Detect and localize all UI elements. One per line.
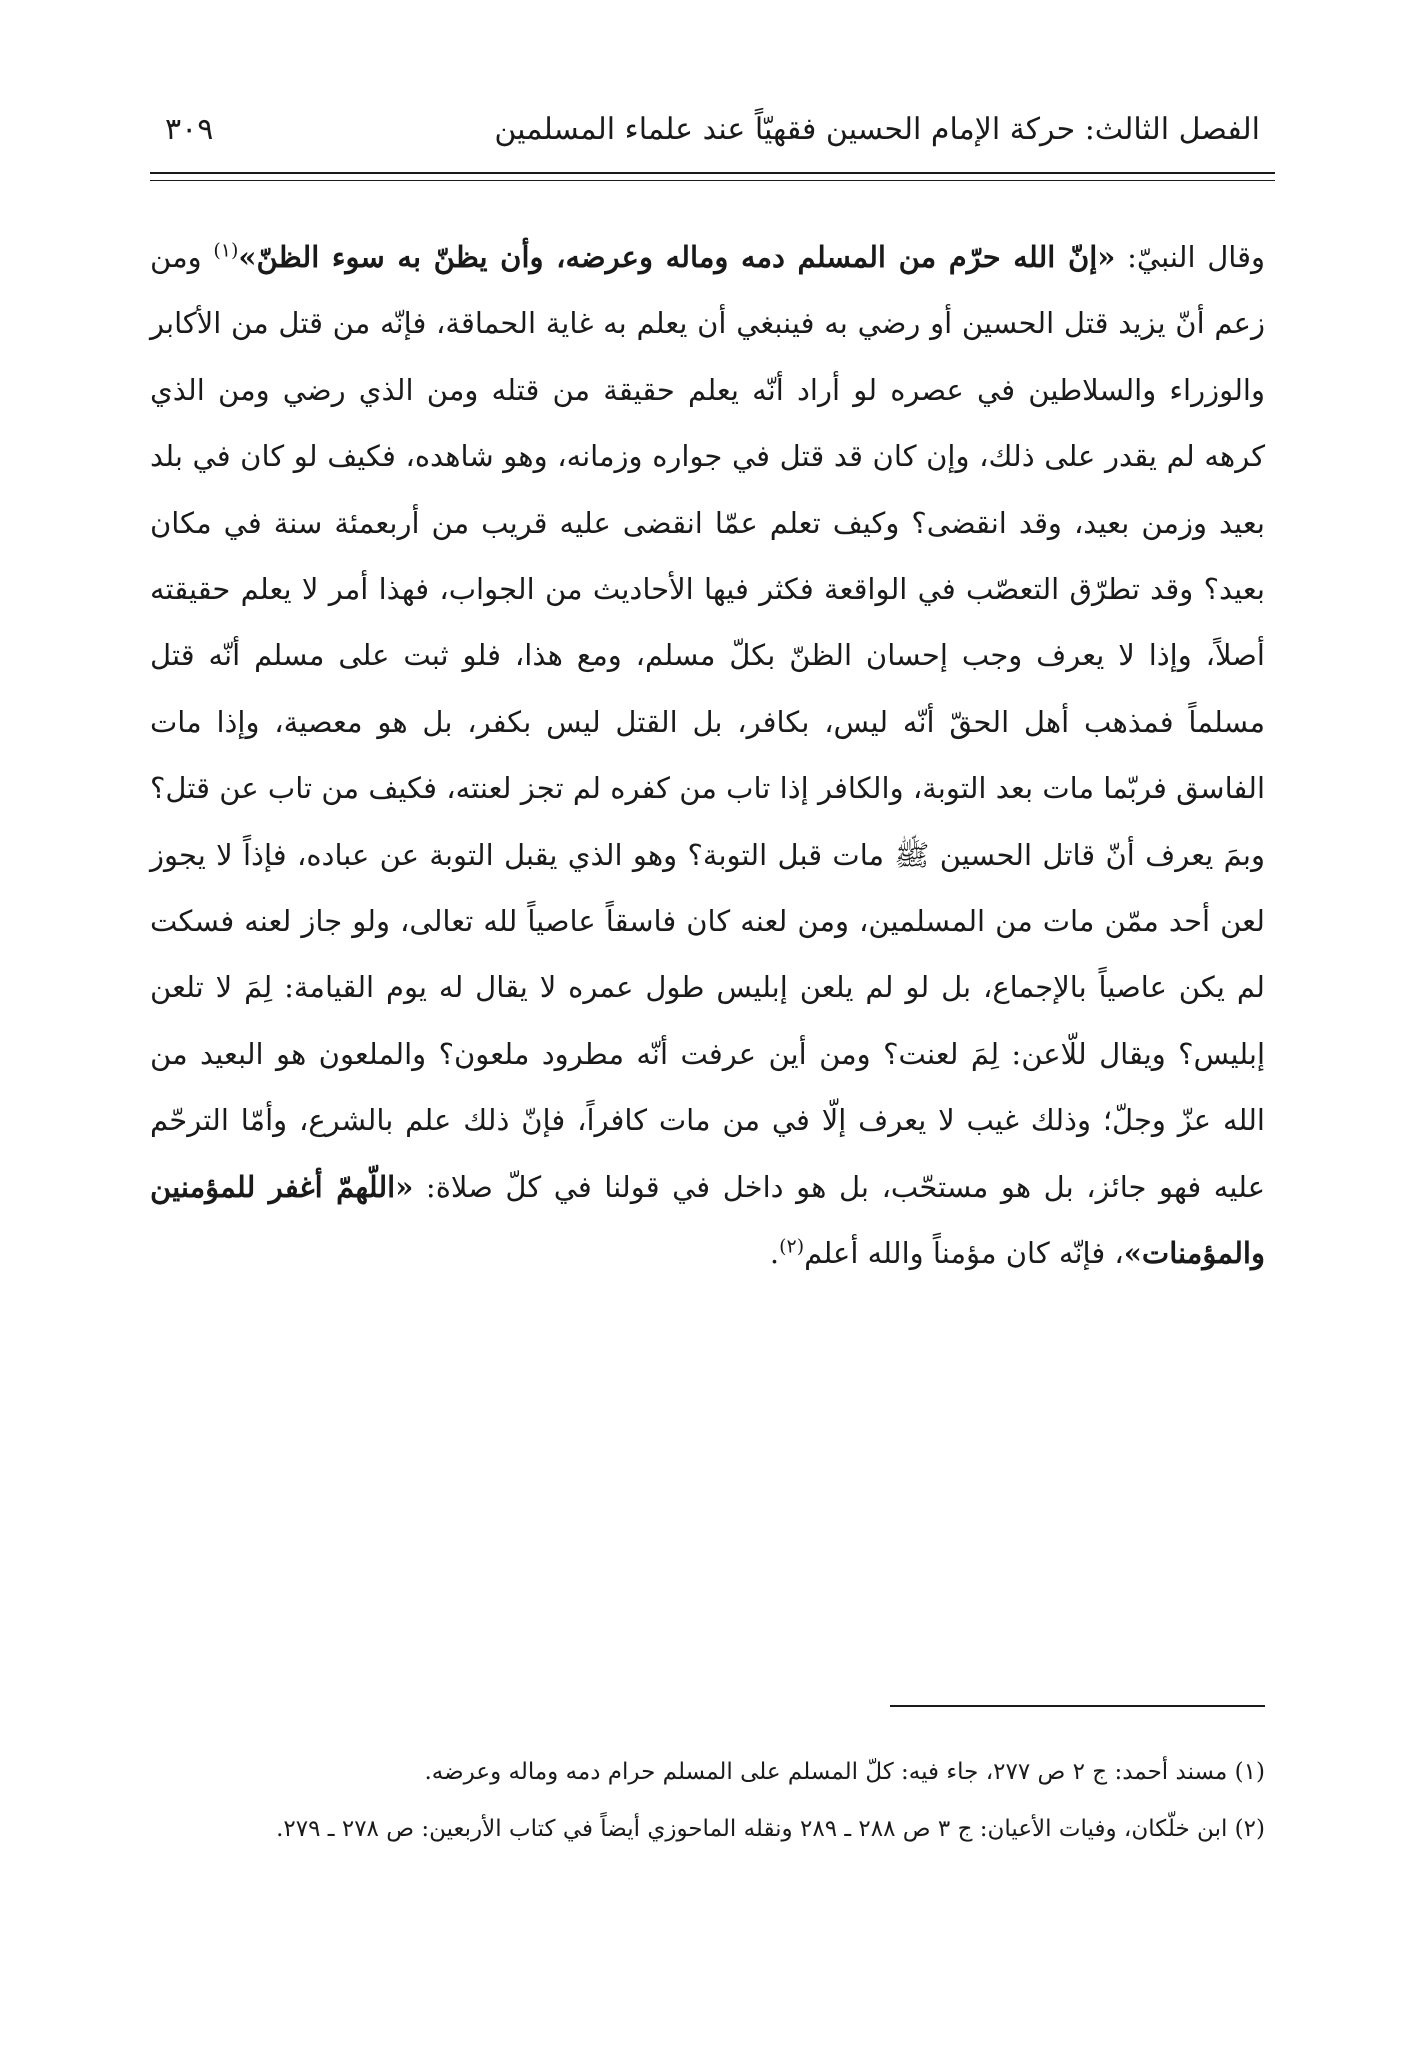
- text-segment-2: ومن زعم أنّ يزيد قتل الحسين أو رضي به فينبغي أن يعلم به غاية الحماقة، فإنّه من قتل من الأكابر والوزراء والسلاطين في عصره لو أراد أنّه يعلم حقيقة من قتله ومن الذي رضي ومن الذي كرهه لم يقدر على ذلك، وإن كان قد قتل في جواره وزمانه، وهو شاهده، فكيف لو كان في بلد بعيد وزمن بعيد، وقد انقضى؟ وكيف تعلم عمّا انقضى عليه قريب من أربعمئة سنة في مكان بعيد؟ وقد تطرّق التعصّب في الواقعة فكثر فيها الأحاديث من الجواب، فهذا أمر لا يعلم حقيقته أصلاً، وإذا لا يعرف وجب إحسان الظنّ بكلّ مسلم، ومع هذا، فلو ثبت على مسلم أنّه قتل مسلماً فمذهب أهل الحقّ أنّه ليس، بكافر، بل القتل ليس بكفر، بل هو معصية، وإذا مات الفاسق فربّما مات بعد التوبة، والكافر إذا تاب من كفره لم تجز لعنته، فكيف من تاب عن قتل؟ وبمَ يعرف أنّ قاتل الحسين ﷺ مات قبل التوبة؟ وهو الذي يقبل التوبة عن عباده، فإذاً لا يجوز لعن أحد ممّن مات من المسلمين، ومن لعنه كان فاسقاً عاصياً لله تعالى، ولو جاز لعنه فسكت لم يكن عاصياً بالإجماع، بل لو لم يلعن إبليس طول عمره لا يقال له يوم القيامة: لِمَ لا تلعن إبليس؟ ويقال للّاعن: لِمَ لعنت؟ ومن أين عرفت أنّه مطرود ملعون؟ والملعون هو البعيد من الله عزّ وجلّ؛ وذلك غيب لا يعرف إلّا في من مات كافراً، فإنّ ذلك علم بالشرع، وأمّا الترحّم عليه فهو جائز، بل هو مستحّب، بل هو داخل في قولنا في كلّ صلاة:: [150, 240, 1265, 1204]
- page-number: ٣٠٩: [165, 112, 214, 147]
- footnote-ref-2: (٢): [779, 1235, 805, 1258]
- text-segment-4: .: [769, 1236, 780, 1271]
- footnote-separator: [890, 1705, 1265, 1707]
- main-paragraph: [150, 224, 1265, 1287]
- header-rule: [150, 172, 1275, 181]
- hadith-quote: «إنّ الله حرّم من المسلم دمه وماله وعرضه، وأن يظنّ به سوء الظنّ»: [238, 240, 1116, 274]
- prayer-quote: «اللّهمّ أغفر للمؤمنين والمؤمنات»: [150, 1169, 1265, 1271]
- page-header: [165, 108, 1260, 164]
- footnote-ref-1: (١): [213, 239, 239, 262]
- footnotes: [150, 1744, 1265, 1858]
- text-segment-1: وقال النبيّ:: [1115, 240, 1266, 274]
- footnote-1: (١) مسند أحمد: ج ٢ ص ٢٧٧، جاء فيه: كلّ المسلم على المسلم حرام دمه وماله وعرضه.: [424, 1759, 1265, 1785]
- text-segment-3: ، فإنّه كان مؤمناً والله أعلم: [804, 1236, 1124, 1271]
- footnote-2: (٢) ابن خلّكان، وفيات الأعيان: ج ٣ ص ٢٨٨ ـ ٢٨٩ ونقله الماحوزي أيضاً في كتاب الأربعين: ص ٢٧٨ ـ ٢٧٩.: [276, 1816, 1265, 1842]
- running-title: الفصل الثالث: حركة الإمام الحسين فقهيّاً عند علماء المسلمين: [494, 112, 1260, 147]
- main-text: [150, 224, 1265, 1287]
